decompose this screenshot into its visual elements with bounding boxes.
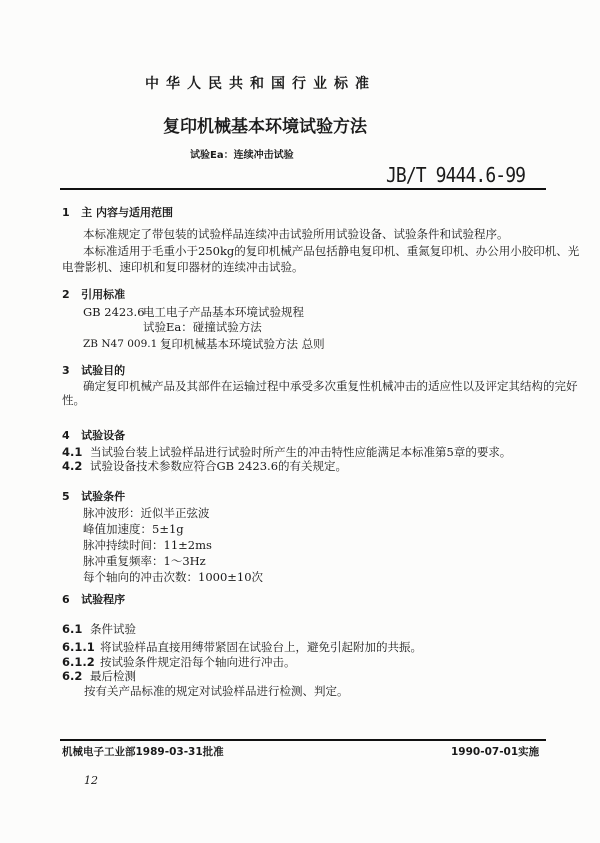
section-number: 6	[62, 593, 70, 606]
paragraph: 本标准适用于毛重小于250kg的复印机械产品包括静电复印机、重氮复印机、办公用小胶印机、光	[83, 244, 580, 258]
condition-line: 脉冲波形：近似半正弦波	[83, 506, 210, 520]
footer-rule	[60, 739, 546, 741]
paragraph: 性。	[62, 393, 85, 407]
clause-text: 试验设备技术参数应符合GB 2423.6的有关规定。	[90, 459, 348, 473]
clause-4-2	[62, 461, 347, 473]
section-5-heading	[62, 491, 125, 502]
handwritten-standard-code: JB/T 9444.6-99	[386, 163, 526, 187]
section-2-heading	[62, 289, 125, 300]
condition-line: 脉冲持续时间：11±2ms	[83, 538, 212, 552]
clause-6-2	[62, 671, 136, 683]
reference-code: GB 2423.6	[83, 305, 145, 319]
section-number: 4	[62, 429, 70, 442]
reference-title: 复印机械基本环境试验方法 总则	[160, 337, 325, 351]
clause-text: 最后检测	[90, 669, 136, 683]
section-title: 试验条件	[81, 490, 126, 503]
clause-text: 当试验台装上试验样品进行试验时所产生的冲击特性应能满足本标准第5章的要求。	[90, 445, 512, 459]
effective-date: 1990-07-01实施	[451, 746, 540, 758]
section-title: 主 内容与适用范围	[81, 206, 173, 219]
clause-number: 6.1.1	[62, 640, 95, 654]
page-number: 12	[84, 774, 98, 787]
clause-4-1	[62, 447, 511, 459]
reference-title: 电工电子产品基本环境试验规程	[143, 305, 304, 319]
clause-6-1	[62, 624, 136, 636]
clause-number: 6.1.2	[62, 655, 95, 669]
clause-number: 6.1	[62, 622, 83, 636]
section-number: 5	[62, 490, 70, 503]
section-1-heading	[62, 207, 173, 218]
clause-text: 按试验条件规定沿每个轴向进行冲击。	[100, 655, 296, 669]
paragraph: 确定复印机械产品及其部件在运输过程中承受多次重复性机械冲击的适应性以及评定其结构的完好	[83, 379, 578, 393]
document-title: 复印机械基本环境试验方法	[163, 117, 367, 137]
clause-number: 4.2	[62, 459, 83, 473]
clause-text: 将试验样品直接用缚带紧固在试验台上，避免引起附加的共振。	[100, 640, 422, 654]
section-title: 试验目的	[81, 364, 126, 377]
section-title: 试验设备	[81, 429, 126, 442]
condition-line: 峰值加速度：5±1g	[83, 522, 184, 536]
reference-code: ZB N47 009.1	[83, 338, 158, 350]
section-number: 2	[62, 288, 70, 301]
clause-6-1-2	[62, 657, 296, 669]
condition-line: 每个轴向的冲击次数：1000±10次	[83, 570, 264, 584]
section-number: 1	[62, 206, 70, 219]
document-subtitle: 试验Ea：连续冲击试验	[190, 150, 294, 161]
section-6-heading	[62, 594, 125, 605]
section-4-heading	[62, 430, 125, 441]
paragraph: 按有关产品标准的规定对试验样品进行检测、判定。	[84, 684, 349, 698]
section-number: 3	[62, 364, 70, 377]
paragraph: 电誊影机、速印机和复印器材的连续冲击试验。	[62, 260, 304, 274]
clause-6-1-1	[62, 642, 422, 654]
paragraph: 本标准规定了带包装的试验样品连续冲击试验所用试验设备、试验条件和试验程序。	[83, 227, 509, 241]
issuing-body: 中华人民共和国行业标准	[145, 76, 376, 92]
section-title: 引用标准	[81, 288, 126, 301]
clause-text: 条件试验	[90, 622, 136, 636]
section-title: 试验程序	[81, 593, 126, 606]
reference-subtitle: 试验Ea：碰撞试验方法	[143, 320, 262, 334]
section-3-heading	[62, 365, 125, 376]
approval-note: 机械电子工业部1989-03-31批准	[62, 746, 224, 758]
header-rule	[60, 188, 546, 190]
condition-line: 脉冲重复频率：1～3Hz	[83, 554, 206, 568]
clause-number: 6.2	[62, 669, 83, 683]
clause-number: 4.1	[62, 445, 83, 459]
